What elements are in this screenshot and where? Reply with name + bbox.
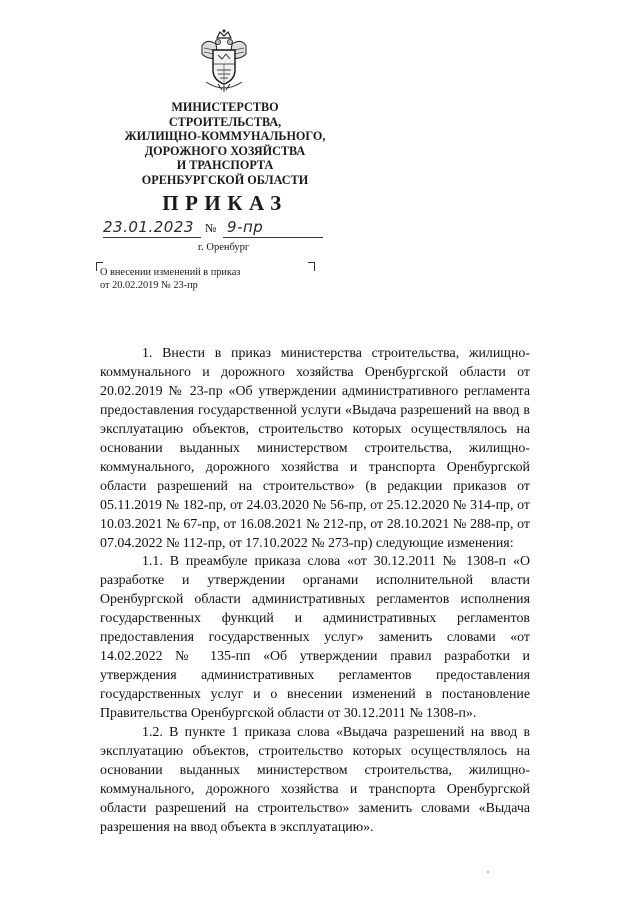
number-underline: [223, 237, 323, 238]
paragraph-1-1: 1.1. В преамбуле приказа слова «от 30.12.2011 № 1308-п «О разработке и утверждении органами исполнительной власти Оренбургской области административных регламентов исполнения государственных функций и административных регламентов предоставления государственных услуг» заменить словами «от 14.02.2022 № 135-пп «Об утверждении правил разработки и утверждения административных регламентов предоставления государственных услуг и о внесении изменений в постановление Правительства Оренбургской области от 30.12.2011 № 1308-п».: [100, 554, 530, 722]
ministry-name-line: СТРОИТЕЛЬСТВА,: [168, 114, 282, 129]
paragraph-1: 1. Внести в приказ министерства строительства, жилищно-коммунального и дорожного хозяйства Оренбургской области от 20.02.2019 № 23-пр «Об утверждении административного регламента предоставления государственной услуги «Выдача разрешений на ввод в эксплуатацию объектов, строительство которых осуществлялось на основании выданных министерством строительства, жилищно-коммунального, дорожного хозяйства и транспорта Оренбургской области разрешений на строительство» (в редакции приказов от 05.11.2019 № 182-пр, от 24.03.2020 № 56-пр, от 25.12.2020 № 314-пр, от 10.03.2021 № 67-пр, от 16.08.2021 № 212-пр, от 28.10.2021 № 288-пр, от 07.04.2022 № 112-пр, от 17.10.2022 № 273-пр) следующие изменения:: [100, 346, 530, 551]
ministry-name-line: И ТРАНСПОРТА: [176, 158, 274, 173]
document-type-title: ПРИКАЗ: [162, 191, 288, 215]
order-date: 23.01.2023: [103, 218, 194, 236]
ministry-name-line: ЖИЛИЩНО-КОММУНАЛЬНОГО,: [124, 129, 326, 144]
ministry-name-line: ОРЕНБУРГСКОЙ ОБЛАСТИ: [141, 172, 309, 187]
subject-text: [100, 266, 240, 292]
coat-of-arms-emblem: [196, 28, 252, 94]
city-label: г. Оренбург: [198, 242, 250, 253]
subject-line: О внесении изменений в приказ: [100, 267, 241, 278]
document-body: [100, 345, 530, 838]
subject-block: [96, 262, 326, 298]
paragraph-1-2: 1.2. В пункте 1 приказа слова «Выдача разрешений на ввод в эксплуатацию объектов, строительство которых осуществлялось на основании выданных министерством строительства, жилищно-коммунального, дорожного хозяйства и транспорта Оренбургской области разрешений на строительство» заменить словами «Выдача разрешения на ввод объекта в эксплуатацию».: [100, 725, 530, 835]
bracket-top-right: [308, 262, 315, 271]
date-number-line: [103, 218, 323, 240]
ministry-name: [100, 100, 350, 188]
scan-speck: [487, 871, 489, 873]
ministry-name-line: ДОРОЖНОГО ХОЗЯЙСТВА: [144, 143, 306, 158]
ministry-name-line: МИНИСТЕРСТВО: [171, 100, 279, 114]
date-underline: [103, 237, 201, 238]
subject-line: от 20.02.2019 № 23-пр: [100, 280, 198, 291]
order-number: 9-пр: [227, 218, 264, 236]
number-sign: №: [205, 221, 217, 235]
